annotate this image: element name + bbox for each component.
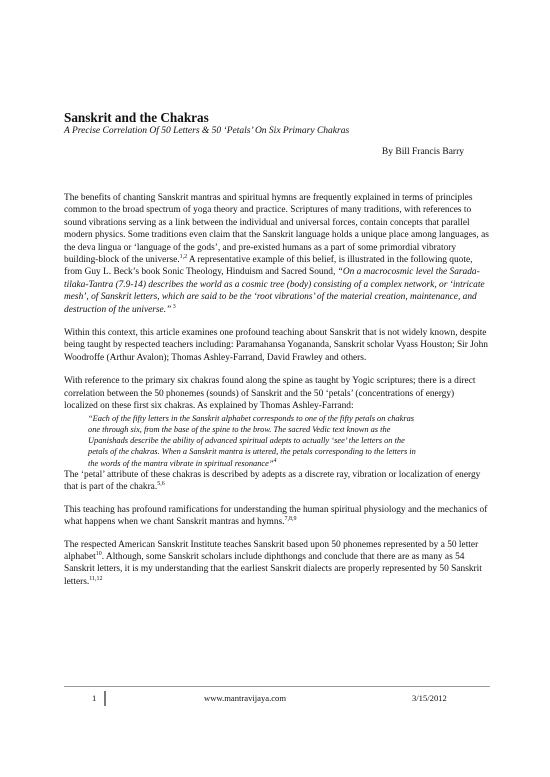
footnote-ref: 1,2 — [179, 253, 188, 260]
article-title: Sanskrit and the Chakras — [64, 110, 209, 125]
intro-text-cont: A representative example of this belief, is illustrated in the following quote, from Guy L. Beck’s book Sonic Theology, Hinduism and Sacred Sound, — [64, 255, 473, 278]
institute-text-cont: . Although, some Sanskrit scholars include diphthongs and conclude that there are as many as 54 Sanskrit letters, it is my understanding that the earliest Sanskrit dialects are properly represented by 50 Sanskrit letters. — [64, 552, 482, 587]
paragraph-intro — [64, 192, 490, 316]
block-quote — [88, 413, 418, 469]
article-subtitle: A Precise Correlation Of 50 Letters & 50 ‘Petals’ On Six Primary Chakras — [64, 126, 350, 136]
footnote-ref: 3 — [171, 303, 176, 310]
paragraph-context: Within this context, this article examines one profound teaching about Sanskrit that is not widely known, despite being taught by respected teachers including: Paramahansa Yogananda, Sanskrit scholar Vyass Houston; Sir John Woodroffe (Arthur Avalon); Thomas Ashley-Farrand, David Frawley and others. — [64, 328, 488, 363]
footnote-ref: 10 — [95, 550, 102, 557]
paragraph-petal — [64, 469, 490, 494]
quote-text: “Each of the fifty letters in the Sanskrit alphabet corresponds to one of the fifty petals on chakras one through six, from the base of the spine to the brow. The sacred Vedic text known as the Upanishads describe the ability of advanced spiritual adepts to actually ‘see’ the letters on the petals of the chakras. When a Sanskrit mantra is uttered, the petals corresponding to the letters in the words of the mantra vibrate in spiritual resonance” — [88, 413, 416, 468]
page-number: 1 — [92, 693, 97, 703]
paragraph-chakras: With reference to the primary six chakras found along the spine as taught by Yogic scriptures; there is a direct correlation between the 50 phonemes (sounds) of Sanskrit and the 50 ‘petals’ (concentrations of energy) localized on these first six chakras. As explained by Thomas Ashley-Farrand: — [64, 376, 476, 412]
beck-quote: “On a macrocosmic level the Sarada-tilaka-Tantra (7.9-14) describes the world as a cosmic tree (body) consisting of a complex network, or ‘intricate mesh’, of Sanskrit letters, which are said to be the ‘root vibrations’ of the material creation, maintenance, and destruction of the universe.” — [64, 267, 485, 315]
footnote-ref: 11,12 — [89, 575, 103, 582]
author-byline: By Bill Francis Barry — [381, 147, 464, 157]
petal-text: The ‘petal’ attribute of these chakras is described by adepts as a discrete ray, vibration or localization of energy that is part of the chakra. — [64, 469, 481, 493]
page-footer — [64, 686, 490, 701]
footer-website: www.mantravijaya.com — [204, 693, 287, 703]
footer-date: 3/15/2012 — [412, 693, 447, 703]
paragraph-ramifications — [64, 504, 490, 529]
article-content — [64, 110, 490, 588]
intro-text: The benefits of chanting Sanskrit mantras and spiritual hymns are frequently explained in terms of principles common to the broad spectrum of yoga theory and practice. Scriptures of many traditions, with references to sound vibrations serving as a link between the individual and universal forces, contain concepts that parallel modern physics. Some traditions even claim that the Sanskrit language holds a unique place among languages, as the deva lingua or ‘language of the gods’, and pre-existed humans as a part of some primordial vibratory building-block of the universe. — [64, 193, 489, 266]
ramifications-text: This teaching has profound ramifications for understanding the human spiritual physiology and the mechanics of what happens when we chant Sanskrit mantras and hymns. — [64, 504, 488, 528]
institute-text: The respected American Sanskrit Institute teaches Sanskrit based upon 50 phonemes represented by a 50 letter alphabet — [64, 539, 479, 563]
footnote-ref: 4 — [273, 457, 277, 464]
footnote-ref: 7,8,9 — [284, 516, 297, 523]
footnote-ref: 5,6 — [157, 481, 165, 488]
paragraph-institute — [64, 539, 490, 589]
